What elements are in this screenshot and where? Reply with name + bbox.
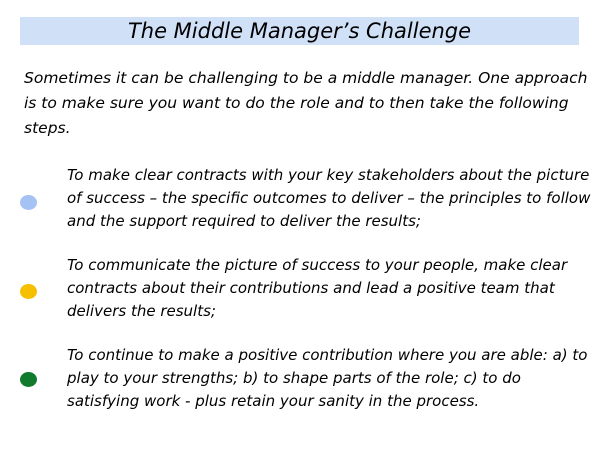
step-3-text: To continue to make a positive contribution where you are able: a) to play to your strengths; b) to shape parts of the role; c) to do satisfying work - plus retain your sanity in the process. — [67, 346, 588, 410]
yellow-bullet-dot — [20, 284, 37, 299]
step-2-text: To communicate the picture of success to your people, make clear contracts about their contributions and lead a positive team that delivers the results; — [67, 256, 568, 320]
green-bullet-dot — [20, 372, 37, 387]
step-1-text: To make clear contracts with your key stakeholders about the picture of success – the specific outcomes to deliver – the principles to follow and the support required to deliver the results; — [67, 166, 591, 230]
title-bar — [20, 17, 579, 45]
blue-bullet-dot — [20, 195, 37, 210]
page-title: The Middle Manager’s Challenge — [127, 19, 472, 43]
intro-paragraph: Sometimes it can be challenging to be a middle manager. One approach is to make sure you want to do the role and to then take the following steps. — [24, 69, 588, 137]
